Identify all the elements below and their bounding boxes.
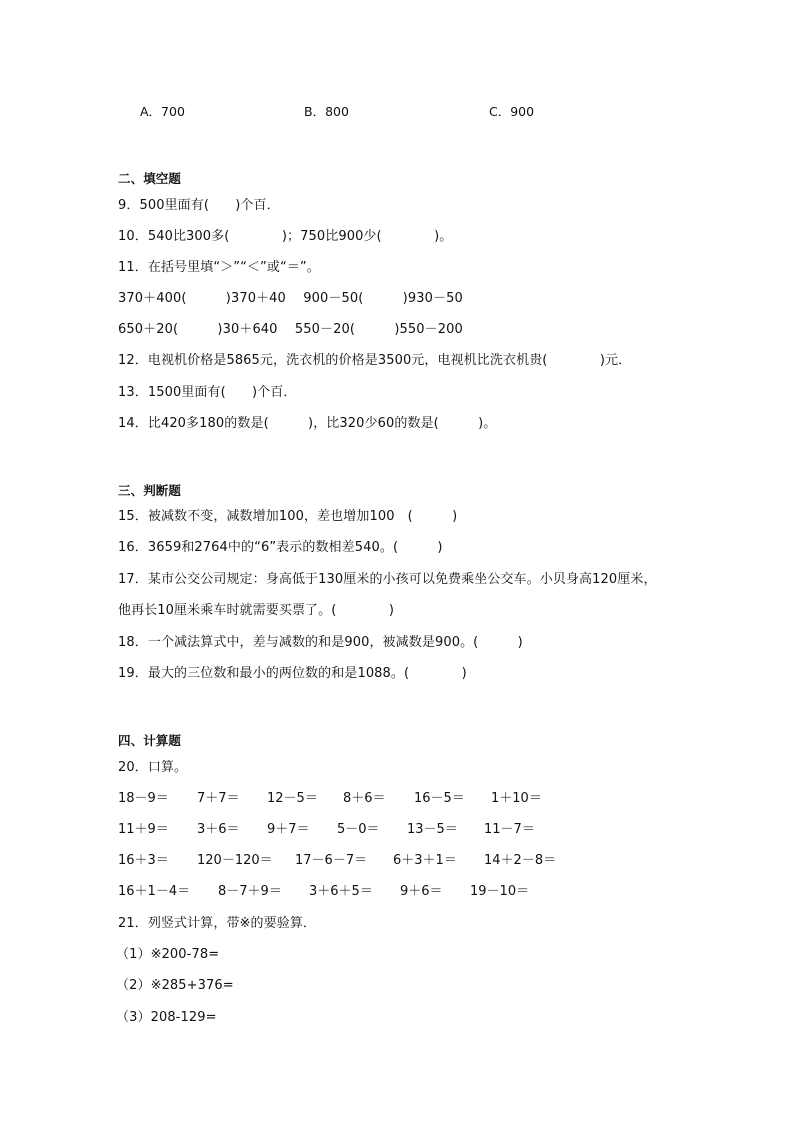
question-21-item-3: （3）208-129=: [116, 1010, 217, 1025]
section-heading-fill: 二、填空题: [118, 171, 182, 186]
section-heading-calc: 四、计算题: [118, 733, 182, 748]
question-10: 10．540比300多( )；750比900少( )。: [118, 229, 453, 244]
oral-item: 9＋6＝: [400, 884, 443, 899]
question-19: 19．最大的三位数和最小的两位数的和是1088。( ): [118, 666, 467, 681]
oral-item: 6＋3＋1＝: [393, 853, 457, 868]
oral-item: 120－120＝: [197, 853, 273, 868]
question-17-line-2: 他再长10厘米乘车时就需要买票了。( ): [118, 603, 394, 618]
oral-item: 16－5＝: [414, 791, 465, 806]
question-14: 14．比420多180的数是( )，比320少60的数是( )。: [118, 416, 497, 431]
oral-item: 18－9＝: [118, 791, 169, 806]
question-21-item-2: （2）※285+376=: [116, 978, 234, 993]
question-16: 16．3659和2764中的“6”表示的数相差540。( ): [118, 540, 443, 555]
oral-item: 17－6－7＝: [295, 853, 368, 868]
question-11-row-1: 370＋400( )370＋40 900－50( )930－50: [118, 291, 463, 306]
oral-item: 5－0＝: [337, 822, 380, 837]
oral-item: 8－7＋9＝: [218, 884, 282, 899]
question-18: 18．一个减法算式中，差与减数的和是900，被减数是900。( ): [118, 635, 523, 650]
oral-item: 14＋2－8＝: [484, 853, 557, 868]
question-20: 20．口算。: [118, 760, 188, 775]
question-17-line-1: 17．某市公交公司规定：身高低于130厘米的小孩可以免费乘坐公交车。小贝身高120厘米，: [118, 572, 657, 587]
oral-item: 16＋3＝: [118, 853, 169, 868]
question-11-row-2: 650＋20( )30＋640 550－20( )550－200: [118, 322, 463, 337]
option-c: C．900: [489, 104, 535, 119]
oral-item: 13－5＝: [407, 822, 458, 837]
question-13: 13．1500里面有( )个百．: [118, 385, 297, 400]
oral-item: 8＋6＝: [343, 791, 386, 806]
oral-item: 3＋6＝: [197, 822, 240, 837]
question-21-item-1: （1）※200-78=: [116, 947, 220, 962]
oral-item: 12－5＝: [267, 791, 318, 806]
option-b: B．800: [304, 104, 349, 119]
oral-item: 16＋1－4＝: [118, 884, 191, 899]
oral-item: 11－7＝: [484, 822, 535, 837]
question-11: 11．在括号里填“＞”“＜”或“＝”。: [118, 260, 320, 275]
oral-item: 19－10＝: [470, 884, 530, 899]
oral-item: 1＋10＝: [491, 791, 542, 806]
oral-item: 3＋6＋5＝: [309, 884, 373, 899]
option-a: A．700: [140, 104, 185, 119]
section-heading-judge: 三、判断题: [118, 483, 182, 498]
oral-item: 7＋7＝: [197, 791, 240, 806]
question-15: 15．被减数不变，减数增加100，差也增加100 ( ): [118, 509, 458, 524]
question-21: 21．列竖式计算，带※的要验算．: [118, 916, 317, 931]
question-12: 12．电视机价格是5865元，洗衣机的价格是3500元，电视机比洗衣机贵( )元．: [118, 353, 632, 368]
oral-item: 11＋9＝: [118, 822, 169, 837]
oral-item: 9＋7＝: [267, 822, 310, 837]
question-9: 9．500里面有( )个百．: [118, 198, 280, 213]
